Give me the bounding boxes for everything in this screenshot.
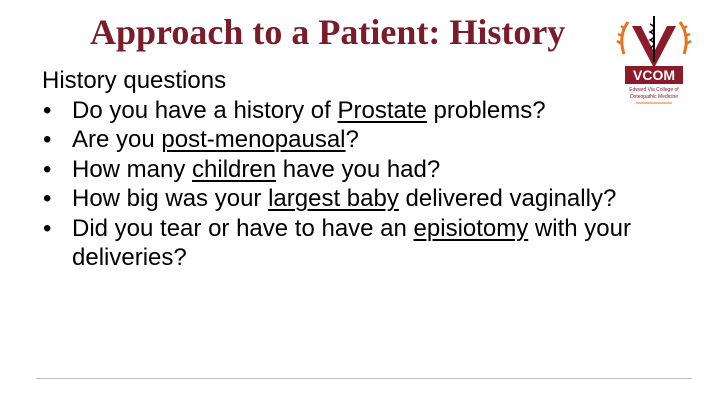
footer-divider bbox=[36, 378, 692, 379]
bullet-icon: • bbox=[43, 214, 52, 242]
keyword: episiotomy bbox=[413, 214, 529, 242]
list-item: • How big was your largest baby delivered vaginally? bbox=[43, 185, 617, 212]
bullet-icon: • bbox=[43, 126, 52, 153]
list-item: • Are you post-menopausal? bbox=[43, 126, 359, 153]
slide-body bbox=[42, 66, 682, 273]
body-heading: History questions bbox=[42, 67, 227, 94]
keyword: post-menopausal bbox=[161, 126, 346, 153]
bullet-icon: • bbox=[43, 155, 52, 183]
list-item: • Do you have a history of Prostate problems? bbox=[43, 96, 546, 124]
list-item: • How many children have you had? bbox=[43, 155, 441, 183]
logo-subtext-2: Osteopathic Medicine bbox=[629, 94, 679, 100]
keyword: Prostate bbox=[337, 96, 427, 124]
logo-subtext-1: Edward Via College of bbox=[629, 87, 679, 93]
keyword: children bbox=[192, 155, 277, 183]
bullet-icon: • bbox=[43, 96, 52, 124]
keyword: largest baby bbox=[268, 185, 399, 212]
slide-title: Approach to a Patient: History bbox=[90, 12, 566, 52]
bullet-icon: • bbox=[43, 185, 52, 212]
list-item: • Did you tear or have to have an episiotomy with your deliveries? bbox=[43, 214, 631, 271]
logo-text: VCOM bbox=[633, 67, 675, 83]
question-list bbox=[42, 96, 682, 273]
